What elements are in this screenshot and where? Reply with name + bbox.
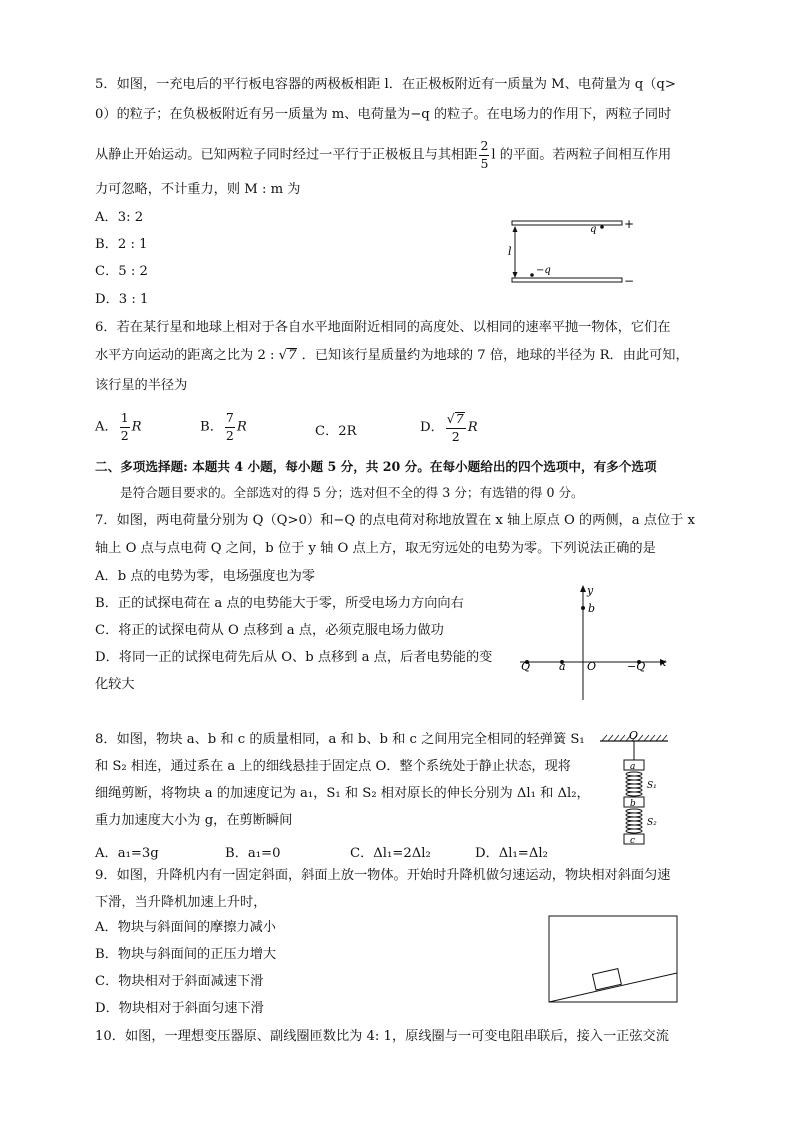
q5-frac-num: 2 [479, 140, 489, 156]
label-q: q [590, 224, 597, 235]
q6-option-d-sqrt: 7 [455, 411, 464, 426]
q6-option-d-var: R [467, 420, 478, 435]
q7-line1: 7．如图，两电荷量分别为 Q（Q>0）和−Q 的点电荷对称地放置在 x 轴上原点 O 的两侧，a 点位于 x [95, 513, 695, 528]
elevator-box [549, 916, 677, 1002]
q6-option-a [95, 412, 142, 442]
label-negq: −q [536, 265, 551, 276]
q5-line3-pre: 从静止开始运动。已知两粒子同时经过一平行于正极板且与其相距 [95, 147, 478, 163]
section2-line1: 二、多项选择题: 本题共 4 小题，每小题 5 分，共 20 分。在每小题给出的四个选项中，有多个选项 [95, 459, 657, 474]
q5-line3 [95, 140, 671, 170]
q6-line2-pre: 水平方向运动的距离之比为 2 : [95, 348, 275, 363]
q6-option-b-var: R [236, 419, 247, 435]
q6-option-b-frac [225, 412, 235, 442]
q6-option-c: C．2R [315, 424, 357, 439]
q5-line2: 0）的粒子；在负极板附近有另一质量为 m、电荷量为−q 的粒子。在电场力的作用下，两粒子同时 [95, 107, 672, 122]
q9-option-b: B．物块与斜面间的正压力增大 [95, 947, 277, 962]
q8-line2: 和 S₂ 相连，通过系在 a 上的细线悬挂于固定点 O．整个系统处于静止状态，现将 [95, 759, 571, 774]
q5-option-a: A．3: 2 [95, 210, 144, 225]
q8-line3: 细绳剪断，将物块 a 的加速度记为 a₁，S₁ 和 S₂ 相对原长的伸长分别为 Δl₁ 和 Δl₂， [95, 786, 590, 801]
q6-option-b-den: 2 [225, 427, 234, 443]
charge-axes-figure [515, 583, 675, 703]
q7-option-c: C．将正的试探电荷从 O 点移到 a 点，必须克服电场力做功 [95, 623, 444, 638]
label-Q: Q [521, 660, 531, 673]
q6-option-d [420, 412, 478, 443]
label-b: b [588, 602, 596, 615]
q5-option-c: C．5 : 2 [95, 264, 148, 279]
q5-line1: 5．如图，一充电后的平行板电容器的两极板相距 l．在正极板附近有一质量为 M、电荷量为 q（q> [95, 77, 676, 92]
q8-option-c: C．Δl₁=2Δl₂ [350, 846, 431, 861]
label-a: a [630, 762, 636, 772]
q6-option-a-frac [120, 412, 130, 442]
q8-option-b: B．a₁=0 [225, 846, 281, 861]
q6-option-d-num: √7 [446, 412, 466, 429]
q7-option-d-cont: 化较大 [95, 677, 135, 692]
q6-option-a-letter: A． [95, 419, 118, 435]
q6-option-b-letter: B． [200, 419, 223, 435]
y-axis-arrow [580, 585, 586, 592]
q8-line1: 8．如图，物块 a、b 和 c 的质量相同，a 和 b、b 和 c 之间用完全相同的轻弹簧 S₁ [95, 732, 585, 747]
q6-option-b [200, 412, 247, 442]
section2-line2: 是符合题目要求的。全部选对的得 5 分；选对但不全的得 3 分；有选错的得 0 分。 [120, 485, 584, 500]
spring-s2 [626, 809, 642, 833]
q5-frac-den: 5 [480, 155, 489, 171]
q5-option-b: B．2 : 1 [95, 237, 148, 252]
label-plus: + [624, 217, 635, 231]
particle-q [600, 225, 604, 229]
q9-line2: 下滑，当升降机加速上升时， [95, 895, 267, 910]
q6-option-d-den: 2 [451, 428, 460, 444]
q5-fraction [479, 140, 489, 170]
q6-line2 [95, 348, 689, 362]
label-negQ: −Q [627, 660, 646, 673]
label-y: y [587, 584, 594, 597]
q6-option-d-letter: D． [420, 420, 444, 435]
label-S2: S₂ [647, 818, 657, 828]
elevator-incline-figure [548, 915, 680, 1005]
q6-option-a-den: 2 [120, 427, 129, 443]
q5-option-d: D．3 : 1 [95, 292, 149, 307]
arrow-down-head [513, 272, 518, 278]
q7-option-b: B．正的试探电荷在 a 点的电势能大于零，所受电场力方向向右 [95, 596, 464, 611]
label-O: O [587, 660, 597, 673]
q8-option-d: D．Δl₁=Δl₂ [475, 846, 548, 861]
q6-option-b-num: 7 [225, 412, 235, 428]
label-l: l [508, 245, 512, 258]
label-c: c [630, 836, 636, 846]
label-a: a [559, 660, 566, 673]
negative-plate [512, 278, 622, 282]
q9-option-c: C．物块相对于斜面减速下滑 [95, 974, 264, 989]
label-b: b [630, 799, 636, 809]
label-O: O [629, 729, 639, 742]
q9-option-a: A．物块与斜面间的摩擦力减小 [95, 920, 276, 935]
q6-line2-post: ．已知该行星质量约为地球的 7 倍，地球的半径为 R．由此可知， [301, 348, 689, 363]
spring-s1 [626, 772, 642, 796]
q9-line1: 9．如图，升降机内有一固定斜面，斜面上放一物体。开始时升降机做匀速运动，物块相对斜面匀速 [95, 868, 671, 883]
q7-option-a: A．b 点的电势为零，电场强度也为零 [95, 569, 315, 584]
sqrt-sign: √ [278, 348, 288, 363]
q7-option-d: D．将同一正的试探电荷先后从 O、b 点移到 a 点，后者电势能的变 [95, 650, 493, 665]
q6-sqrt-value: 7 [288, 348, 297, 363]
q6-option-a-num: 1 [120, 412, 130, 428]
q5-line3-post: l 的平面。若两粒子间相互作用 [491, 147, 672, 163]
particle-negq [530, 273, 534, 277]
q6-option-d-frac [446, 412, 466, 443]
label-minus: − [624, 274, 635, 288]
q6-line3: 该行星的半径为 [95, 378, 188, 393]
q6-line1: 6．若在某行星和地球上相对于各自水平地面附近相同的高度处、以相同的速率平抛一物体，它们在 [95, 320, 671, 335]
spring-block-figure [596, 727, 676, 849]
q8-option-a: A．a₁=3g [95, 846, 159, 861]
label-S1: S₁ [647, 781, 657, 791]
arrow-up-head [513, 226, 518, 232]
q10-line1: 10．如图，一理想变压器原、副线圈匝数比为 4: 1，原线圈与一可变电阻串联后，接入一正弦交流 [95, 1029, 669, 1044]
capacitor-figure [500, 213, 640, 288]
q5-line4: 力可忽略，不计重力，则 M : m 为 [95, 182, 301, 197]
label-x: x [660, 656, 667, 669]
point-b [581, 606, 585, 610]
q9-option-d: D．物块相对于斜面匀速下滑 [95, 1001, 264, 1016]
positive-plate [512, 221, 622, 225]
q7-line2: 轴上 O 点与点电荷 Q 之间，b 位于 y 轴 O 点上方，取无穷远处的电势为零。下列说法正确的是 [95, 541, 656, 556]
q8-line4: 重力加速度大小为 g，在剪断瞬间 [95, 813, 293, 828]
q6-option-a-var: R [131, 419, 142, 435]
